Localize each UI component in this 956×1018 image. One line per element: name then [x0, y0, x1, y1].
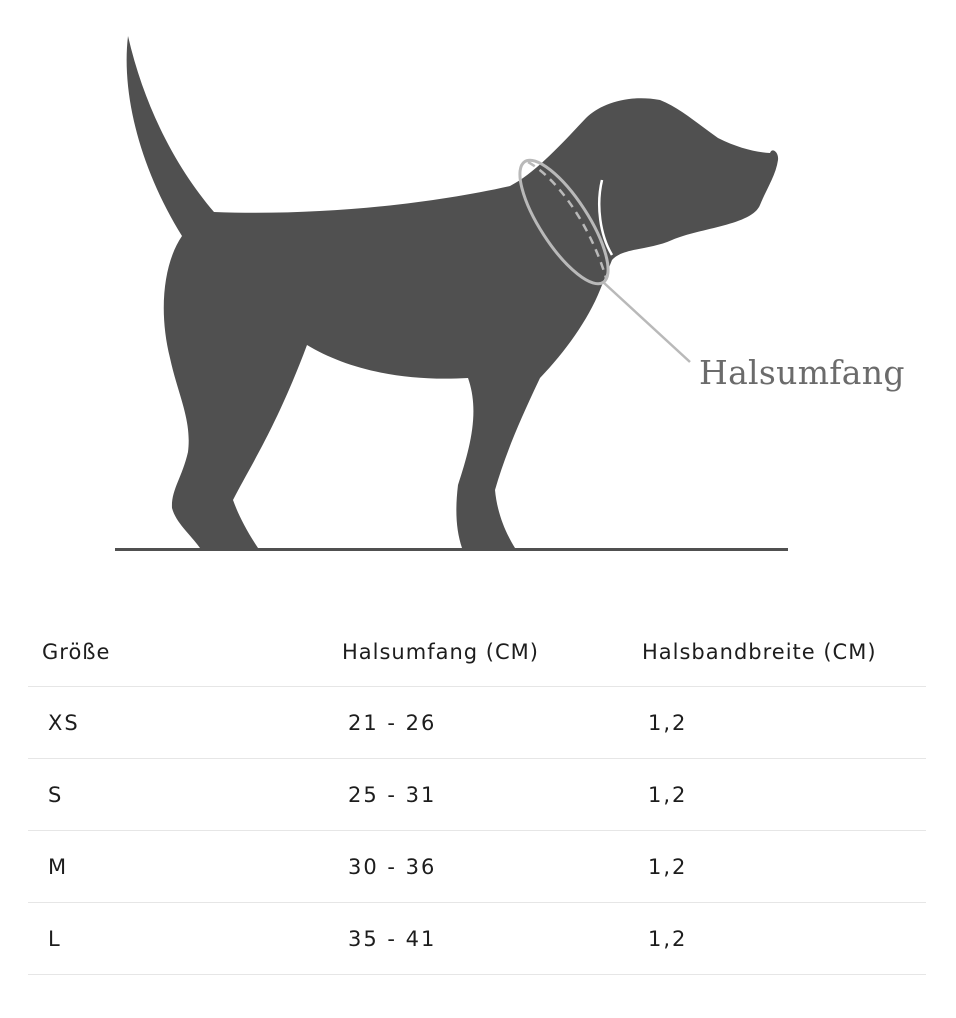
table-row [28, 831, 926, 903]
callout-label: Halsumfang [699, 353, 905, 392]
table-row [28, 903, 926, 975]
cell-size: S [28, 759, 328, 831]
cell-neck-circumference: 25 - 31 [328, 759, 628, 831]
table-header [28, 618, 926, 687]
table-header-row [28, 618, 926, 687]
ground-line [115, 548, 788, 551]
table-body [28, 687, 926, 975]
cell-collar-width: 1,2 [628, 759, 926, 831]
size-chart-table [28, 618, 926, 975]
cell-collar-width: 1,2 [628, 903, 926, 975]
header-size: Größe [28, 618, 328, 687]
table-row [28, 759, 926, 831]
header-collar-width: Halsbandbreite (CM) [628, 618, 926, 687]
cell-neck-circumference: 30 - 36 [328, 831, 628, 903]
cell-size: XS [28, 687, 328, 759]
header-neck-circumference: Halsumfang (CM) [328, 618, 628, 687]
cell-collar-width: 1,2 [628, 687, 926, 759]
cell-neck-circumference: 35 - 41 [328, 903, 628, 975]
table-row [28, 687, 926, 759]
cell-size: L [28, 903, 328, 975]
cell-neck-circumference: 21 - 26 [328, 687, 628, 759]
cell-collar-width: 1,2 [628, 831, 926, 903]
dog-silhouette-icon [127, 36, 778, 548]
cell-size: M [28, 831, 328, 903]
callout-leader-line [603, 282, 690, 362]
